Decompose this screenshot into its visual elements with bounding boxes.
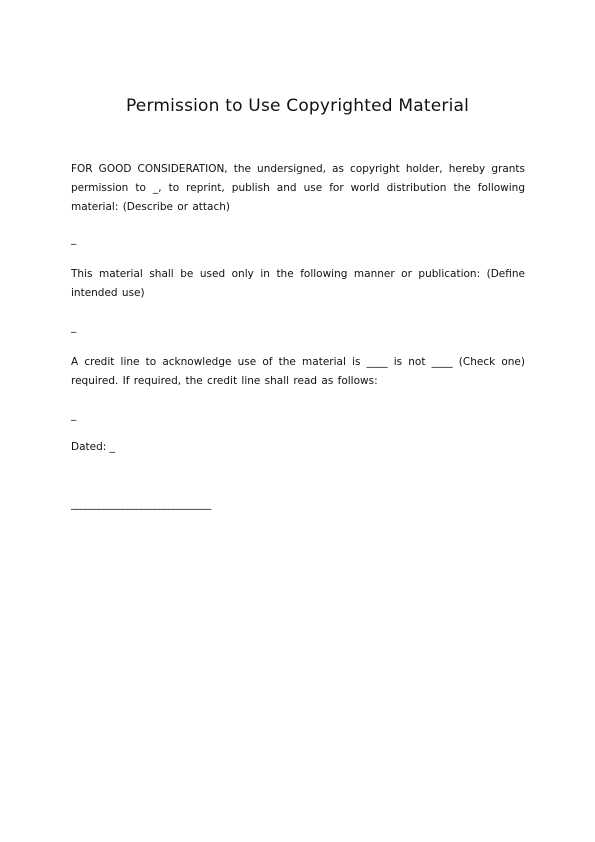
document-title: Permission to Use Copyrighted Material — [125, 96, 470, 116]
intended-use-blank: _ — [71, 321, 77, 333]
dated-line: Dated: _ — [71, 441, 115, 453]
credit-line-blank: _ — [71, 409, 77, 421]
intended-use-paragraph: This material shall be used only in the following manner or publication: (Define intended use) — [71, 268, 525, 299]
signature-line: ______________________________ — [71, 498, 211, 510]
grant-paragraph: FOR GOOD CONSIDERATION, the undersigned, as copyright holder, hereby grants permission to _, to reprint, publish and use for world distribution the following material: (Describe or attach) — [71, 163, 525, 213]
credit-line-paragraph: A credit line to acknowledge use of the material is ____ is not ____ (Check one) required. If required, the credit line shall read as follows: — [71, 356, 525, 387]
material-description-blank: _ — [71, 233, 77, 245]
